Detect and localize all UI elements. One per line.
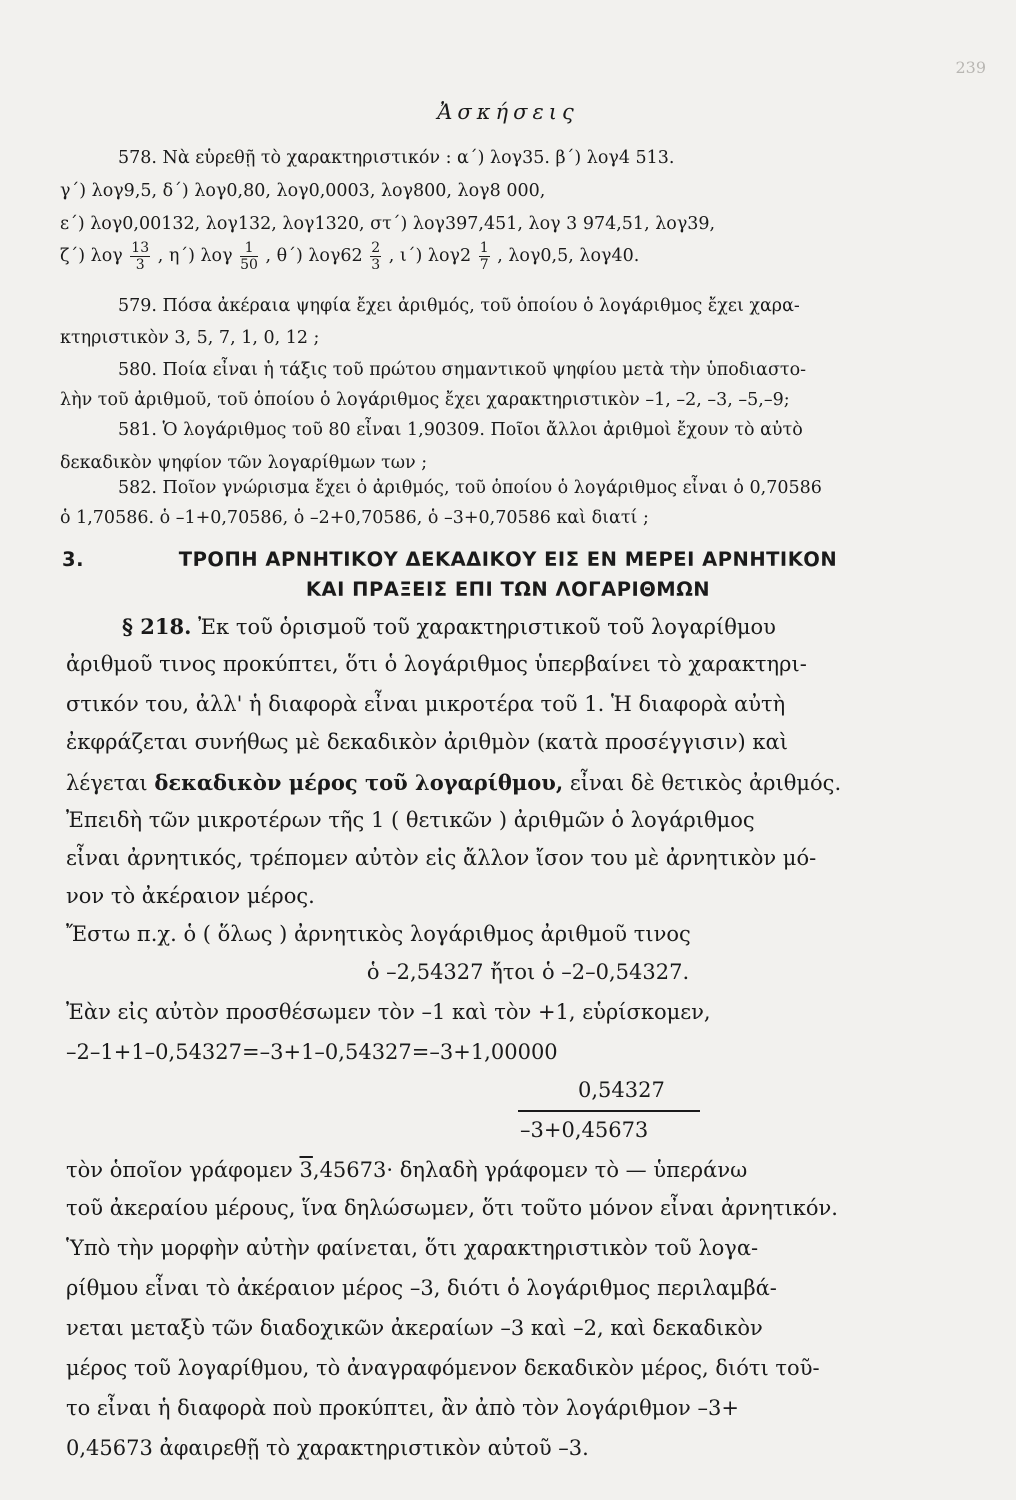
exercise-579-line-1: 579. Πόσα ἀκέραια ψηφία ἔχει ἀριθμός, τοῦ ὁποίου ὁ λογάριθμος ἔχει χαρα- [118, 296, 800, 316]
paragraph-6-line-1: Ὑπὸ τὴν μορφὴν αὐτὴν φαίνεται, ὅτι χαρακτηριστικὸν τοῦ λογα- [66, 1236, 759, 1260]
section-title-1: ΤΡΟΠΗ ΑΡΝΗΤΙΚΟΥ ΔΕΚΑΔΙΚΟΥ ΕΙΣ ΕΝ ΜΕΡΕΙ ΑΡΝΗΤΙΚΟΝ [178, 548, 838, 571]
paragraph-6-line-4: μέρος τοῦ λογαρίθμου, τὸ ἀναγραφόμενον δεκαδικὸν μέρος, διότι τοῦ- [66, 1356, 820, 1380]
exercise-582-line-1: 582. Ποῖον γνώρισμα ἔχει ὁ ἀριθμός, τοῦ ὁποίου ὁ λογάριθμος εἶναι ὁ 0,70586 [118, 478, 822, 498]
text-segment: τὸν ὁποῖον γράφομεν [66, 1158, 300, 1182]
exercise-578-line-3: ε΄) λογ0,00132, λογ132, λογ1320, στ΄) λογ397,451, λογ 3 974,51, λογ39, [60, 214, 716, 234]
fraction-1-7 [479, 240, 490, 273]
numerator: 1 [240, 240, 258, 257]
paragraph-6-line-6: 0,45673 ἀφαιρεθῇ τὸ χαρακτηριστικὸν αὐτοῦ –3. [66, 1436, 589, 1460]
exercises-heading: Ἀσκήσεις [437, 100, 579, 124]
text-segment: ζ΄) λογ [60, 246, 123, 266]
exercise-580-line-2: λὴν τοῦ ἀριθμοῦ, τοῦ ὁποίου ὁ λογάριθμος ἔχει χαρακτηριστικὸν –1, –2, –3, –5,–9; [60, 390, 790, 410]
section-title-2: ΚΑΙ ΠΡΑΞΕΙΣ ΕΠΙ ΤΩΝ ΛΟΓΑΡΙΘΜΩΝ [305, 578, 711, 601]
exercise-578-line-4 [60, 240, 639, 273]
equation-line-2: 0,54327 [578, 1078, 665, 1102]
denominator: 7 [479, 257, 489, 273]
text-segment: Ἐκ τοῦ ὁρισμοῦ τοῦ χαρακτηριστικοῦ τοῦ λογαρίθμου [191, 615, 776, 639]
numerator: 1 [479, 240, 489, 256]
equation-line-1: –2–1+1–0,54327=–3+1–0,54327=–3+1,00000 [66, 1040, 558, 1064]
paragraph-2-line-1: Ἐπειδὴ τῶν μικροτέρων τῆς 1 ( θετικῶν ) ἀριθμῶν ὁ λογάριθμος [66, 808, 755, 832]
section-number: 3. [62, 548, 84, 571]
paragraph-5-line-2: τοῦ ἀκεραίου μέρους, ἵνα δηλώσωμεν, ὅτι τοῦτο μόνον εἶναι ἀρνητικόν. [66, 1196, 838, 1220]
fraction-13-3 [130, 240, 150, 273]
text-segment: , θ΄) λογ62 [265, 246, 363, 266]
paragraph-1-line-3: στικόν του, ἀλλ' ἡ διαφορὰ εἶναι μικροτέρα τοῦ 1. Ἡ διαφορὰ αὐτὴ [66, 692, 786, 716]
text-segment: λέγεται [66, 771, 155, 795]
paragraph-1-line-1 [122, 614, 776, 639]
numerator: 2 [371, 240, 381, 256]
paragraph-5-line-1 [66, 1158, 747, 1182]
paragraph-3-line-2: ὁ –2,54327 ἤτοι ὁ –2–0,54327. [366, 960, 690, 984]
overlined-digit: 3 [299, 1158, 313, 1182]
paragraph-3-line-1: Ἔστω π.χ. ὁ ( ὅλως ) ἀρνητικὸς λογάριθμος ἀριθμοῦ τινος [66, 922, 691, 946]
paragraph-1-line-4: ἐκφράζεται συνήθως μὲ δεκαδικὸν ἀριθμὸν (κατὰ προσέγγισιν) καὶ [66, 730, 788, 754]
text-segment: εἶναι δὲ θετικὸς ἀριθμός. [563, 771, 842, 795]
paragraph-2-line-2: εἶναι ἀρνητικός, τρέπομεν αὐτὸν εἰς ἄλλον ἴσον του μὲ ἀρνητικὸν μό- [66, 846, 817, 870]
exercise-580-line-1: 580. Ποία εἶναι ἡ τάξις τοῦ πρώτου σημαντικοῦ ψηφίου μετὰ τὴν ὑποδιαστο- [118, 360, 807, 380]
paragraph-6-line-3: νεται μεταξὺ τῶν διαδοχικῶν ἀκεραίων –3 καὶ –2, καὶ δεκαδικὸν [66, 1316, 763, 1340]
exercise-581-line-2: δεκαδικὸν ψηφίον τῶν λογαρίθμων των ; [60, 453, 428, 473]
exercise-578-line-2: γ΄) λογ9,5, δ΄) λογ0,80, λογ0,0003, λογ800, λογ8 000, [60, 181, 546, 201]
denominator: 3 [135, 257, 145, 273]
paragraph-4-line-1: Ἐὰν εἰς αὐτὸν προσθέσωμεν τὸν –1 καὶ τὸν +1, εὑρίσκομεν, [66, 1000, 711, 1024]
text-segment: , λογ0,5, λογ40. [497, 246, 640, 266]
text-segment: , η΄) λογ [157, 246, 233, 266]
denominator: 50 [240, 257, 258, 273]
fraction-2-3 [370, 240, 381, 273]
section-heading-line-2 [0, 578, 1016, 601]
exercise-582-line-2: ὁ 1,70586. ὁ –1+0,70586, ὁ –2+0,70586, ὁ –3+0,70586 καὶ διατί ; [60, 508, 649, 528]
text-segment: , ι΄) λογ2 [388, 246, 472, 266]
exercise-581-line-1: 581. Ὁ λογάριθμος τοῦ 80 εἶναι 1,90309. Ποῖοι ἄλλοι ἀριθμοὶ ἔχουν τὸ αὐτὸ [118, 420, 803, 440]
paragraph-1-line-2: ἀριθμοῦ τινος προκύπτει, ὅτι ὁ λογάριθμος ὑπερβαίνει τὸ χαρακτηρι- [66, 652, 807, 676]
page-number: 239 [955, 58, 986, 77]
text-segment: ,45673· δηλαδὴ γράφομεν τὸ — ὑπεράνω [312, 1158, 748, 1182]
exercise-579-line-2: κτηριστικὸν 3, 5, 7, 1, 0, 12 ; [60, 328, 320, 348]
exercise-578-line-1: 578. Νὰ εὑρεθῇ τὸ χαρακτηριστικόν : α΄) λογ35. β΄) λογ4 513. [118, 148, 675, 168]
bold-term: δεκαδικὸν μέρος τοῦ λογαρίθμου, [154, 770, 564, 795]
section-mark: § 218. [122, 614, 192, 639]
equation-line-3: –3+0,45673 [520, 1118, 649, 1142]
paragraph-1-line-5 [66, 770, 841, 795]
numerator: 13 [131, 240, 150, 256]
paragraph-6-line-2: ρίθμου εἶναι τὸ ἀκέραιον μέρος –3, διότι ὁ λογάριθμος περιλαμβά- [66, 1276, 777, 1300]
fraction-1-50 [240, 240, 258, 273]
denominator: 3 [371, 257, 381, 273]
paragraph-2-line-3: νον τὸ ἀκέραιον μέρος. [66, 884, 315, 908]
paragraph-6-line-5: το εἶναι ἡ διαφορὰ ποὺ προκύπτει, ἂν ἀπὸ τὸν λογάριθμον –3+ [66, 1396, 739, 1420]
section-heading-line-1 [0, 548, 1016, 571]
equation-rule [518, 1110, 700, 1112]
